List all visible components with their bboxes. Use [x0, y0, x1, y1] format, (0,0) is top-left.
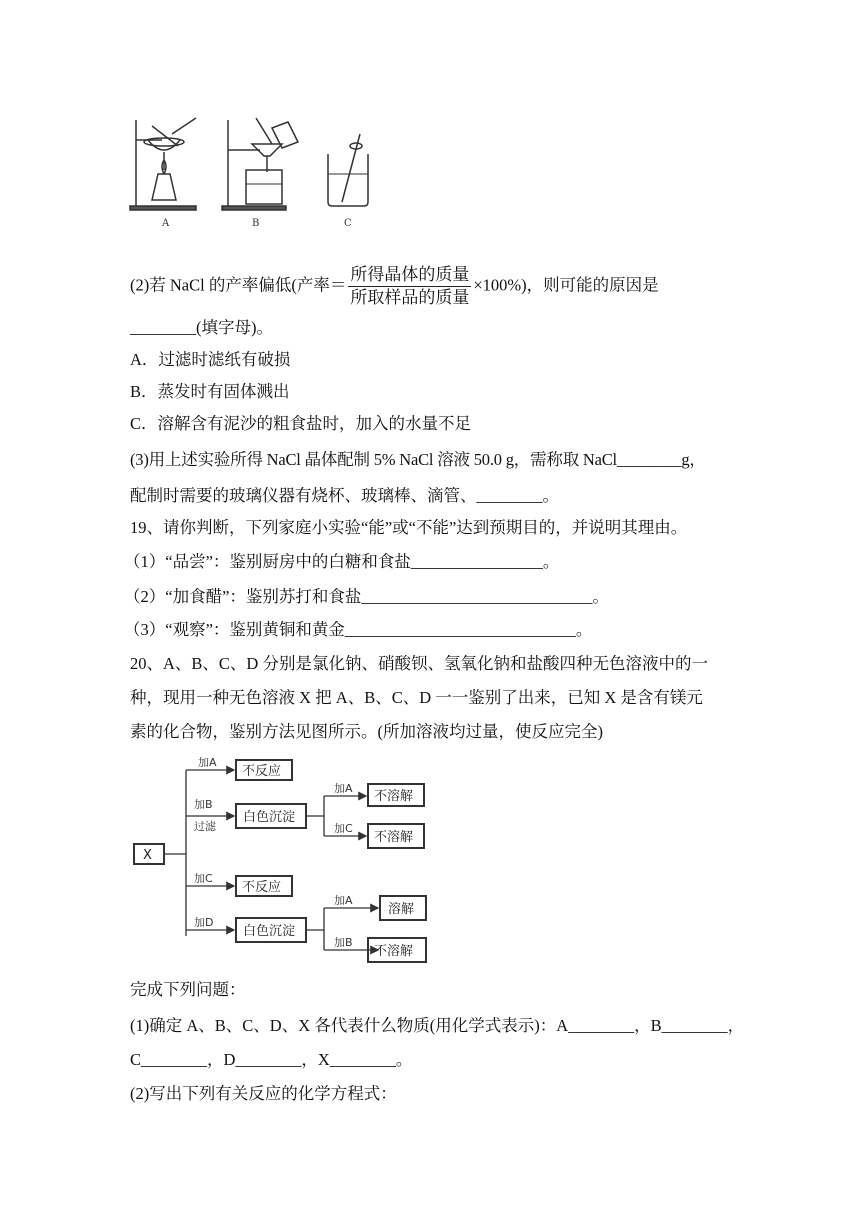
fraction-denominator: 所取样品的质量	[350, 288, 470, 308]
q18-part2-suffix: ×100%)，则可能的原因是	[473, 275, 659, 295]
box-insoluble-2: 不溶解	[374, 830, 414, 845]
q18-option-b: B．蒸发时有固体溅出	[130, 382, 290, 401]
q20-line1: 20、A、B、C、D 分别是氯化钠、硝酸钡、氢氧化钠和盐酸四种无色溶液中的一	[130, 654, 708, 673]
branch-add-d: 加D	[194, 916, 214, 929]
sub-add-a-1: 加A	[334, 782, 353, 795]
q18-part3-line1: (3)用上述实验所得 NaCl 晶体配制 5% NaCl 溶液 50.0 g，需称取 NaCl________g，	[130, 450, 706, 469]
q18-part2-prefix: (2)若 NaCl 的产率偏低(产率＝	[130, 275, 347, 295]
q18-part3-line2: 配制时需要的玻璃仪器有烧杯、玻璃棒、滴管、________。	[130, 486, 559, 505]
q18-option-a: A．过滤时滤纸有破损	[130, 350, 291, 369]
q19-item-1: （1）“品尝”：鉴别厨房中的白糖和食盐________________。	[124, 552, 560, 571]
q19-stem: 19、请你判断，下列家庭小实验“能”或“不能”达到预期目的，并说明其理由。	[130, 518, 688, 537]
branch-add-b: 加B	[194, 798, 213, 811]
q18-part2-line2: ________(填字母)。	[130, 318, 273, 337]
fraction-numerator: 所得晶体的质量	[350, 265, 470, 285]
box-dissolve: 溶解	[388, 902, 415, 917]
box-insoluble-1: 不溶解	[374, 789, 414, 804]
q19-item-2: （2）“加食醋”：鉴别苏打和食盐____________________________。	[124, 587, 609, 606]
q20-after-2: (1)确定 A、B、C、D、X 各代表什么物质(用化学式表示)：A________，B________，	[130, 1016, 745, 1035]
yield-fraction	[348, 264, 471, 309]
box-white-ppt-1: 白色沉淀	[243, 810, 296, 825]
q20-after-4: (2)写出下列有关反应的化学方程式：	[130, 1084, 397, 1103]
q19-item-3: （3）“观察”：鉴别黄铜和黄金____________________________。	[124, 620, 593, 639]
apparatus-b-filtration	[222, 118, 298, 210]
box-white-ppt-2: 白色沉淀	[243, 924, 296, 939]
identification-flow-diagram	[130, 752, 440, 970]
apparatus-c-dissolving	[328, 134, 368, 206]
sub-add-b: 加B	[334, 936, 353, 949]
q18-part2-line1	[130, 264, 659, 309]
q18-option-c: C．溶解含有泥沙的粗食盐时，加入的水量不足	[130, 414, 472, 433]
sub-add-c: 加C	[334, 822, 353, 835]
apparatus-figure	[128, 112, 388, 236]
label-b: B	[252, 218, 260, 229]
start-x-label: X	[143, 848, 152, 863]
box-no-reaction-1: 不反应	[242, 764, 282, 779]
branch-add-c: 加C	[194, 872, 213, 885]
q20-line3: 素的化合物，鉴别方法见图所示。(所加溶液均过量，使反应完全)	[130, 722, 603, 741]
branch-add-a: 加A	[198, 756, 217, 769]
box-no-reaction-2: 不反应	[242, 880, 282, 895]
sub-add-a-2: 加A	[334, 894, 353, 907]
branch-filter: 过滤	[194, 820, 216, 833]
apparatus-a-evaporation	[130, 118, 196, 210]
label-c: C	[344, 218, 352, 229]
q20-after-1: 完成下列问题：	[130, 980, 246, 999]
box-insoluble-3: 不溶解	[374, 944, 414, 959]
q20-after-3: C________，D________，X________。	[130, 1050, 413, 1069]
label-a: A	[162, 218, 170, 229]
q20-line2: 种，现用一种无色溶液 X 把 A、B、C、D 一一鉴别了出来，已知 X 是含有镁元	[130, 688, 703, 707]
